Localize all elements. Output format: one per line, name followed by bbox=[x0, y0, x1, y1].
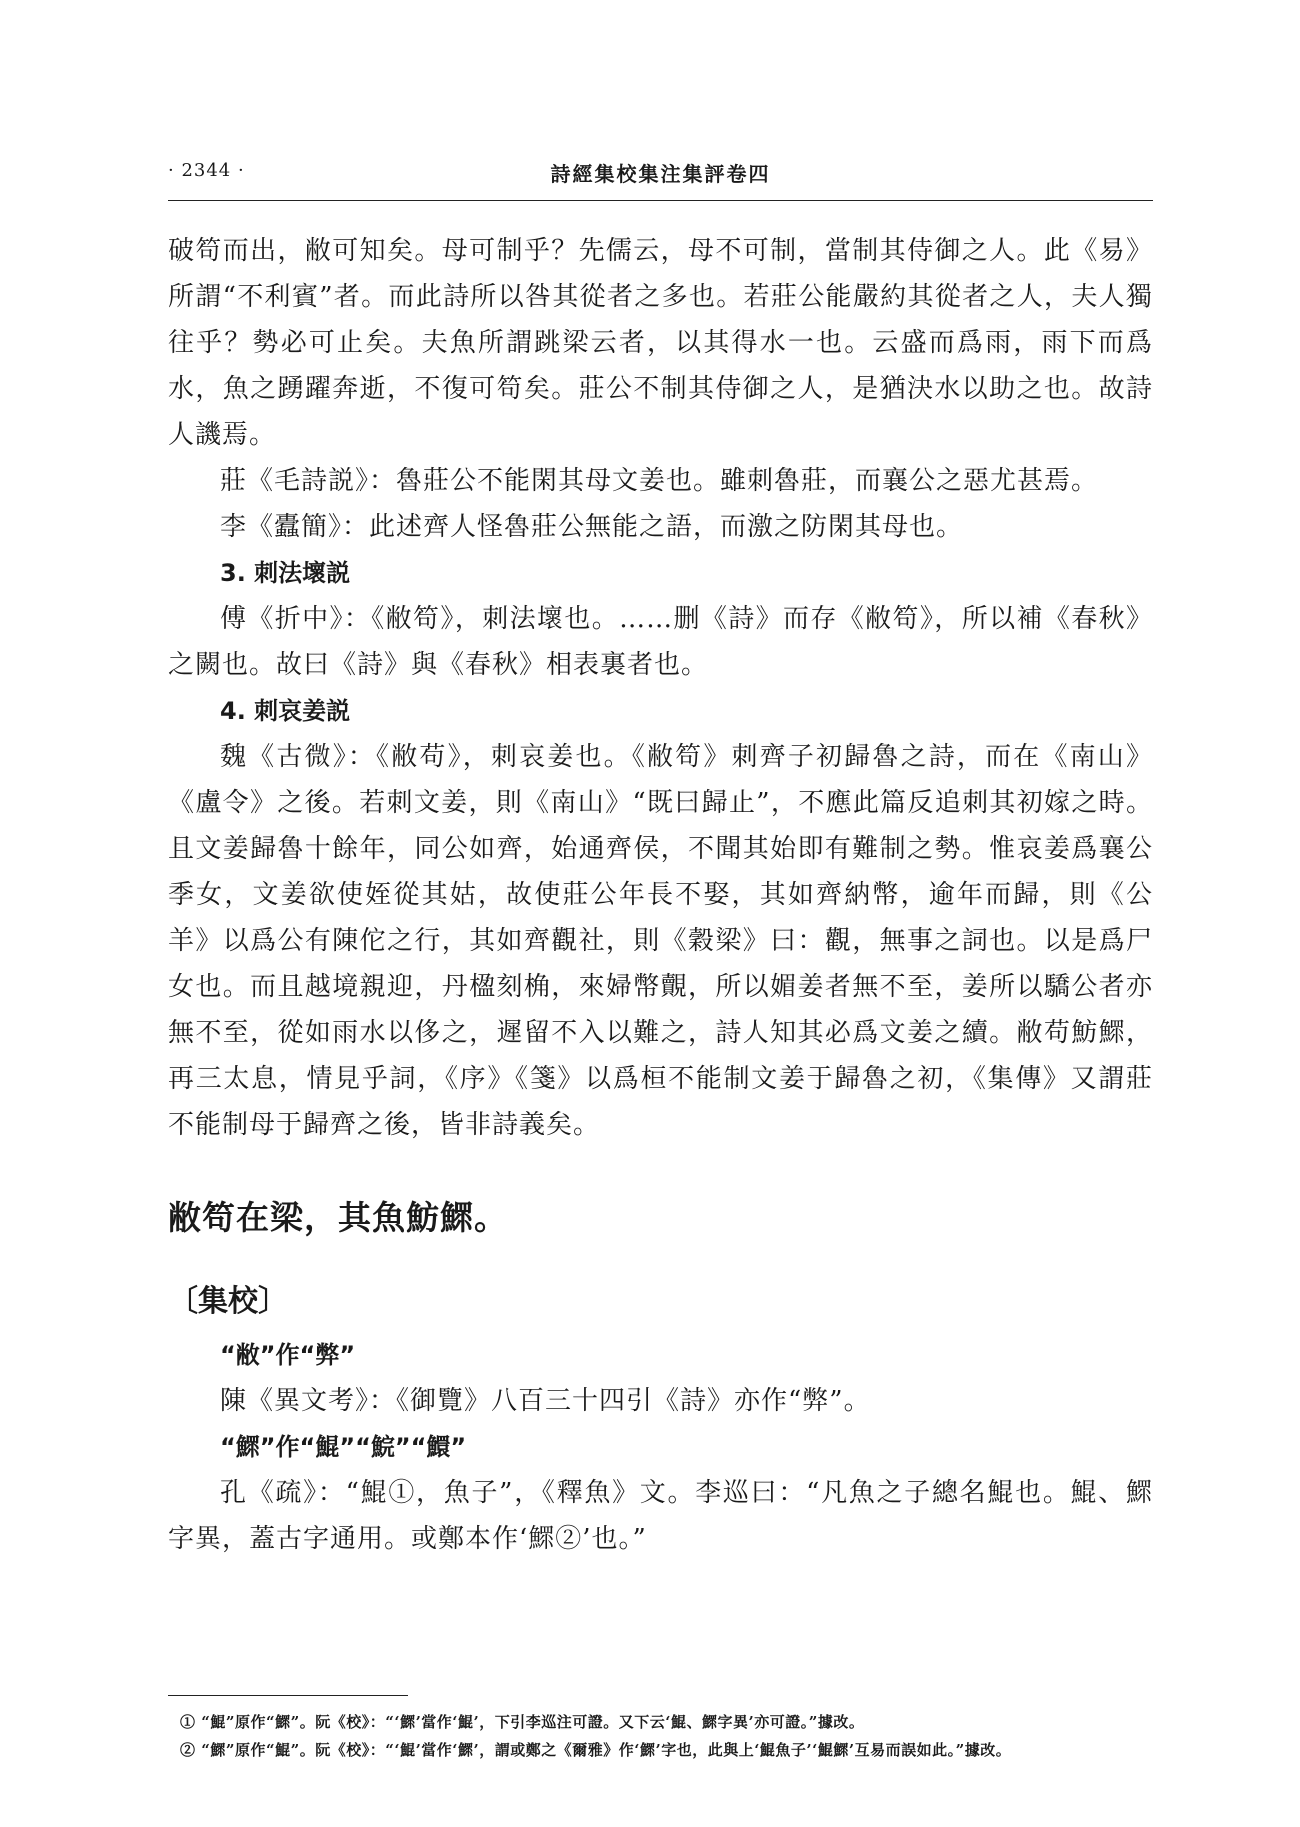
footnote-2: ② “鰥”原作“鯤”。阮《校》：“‘鯤’當作‘鰥’，謂或鄭之《爾雅》作‘鰥’字也，此與上‘鯤魚子’‘鯤鰥’互易而誤如此。”據改。 bbox=[180, 1741, 1012, 1759]
variant-heading-guan: “鰥”作“鯤”“鯇”“鱞” bbox=[220, 1433, 467, 1461]
main-text bbox=[168, 228, 1153, 1562]
footnote-1: ① “鯤”原作“鰥”。阮《校》：“‘鰥’當作‘鯤’，下引李巡注可證。又下云‘鯤、鰥字異’亦可證。”據改。 bbox=[180, 1713, 865, 1731]
paragraph-continued: 破笱而出，敝可知矣。母可制乎？先儒云，母不可制，當制其侍御之人。此《易》所謂“不利賓”者。而此詩所以咎其從者之多也。若莊公能嚴約其從者之人，夫人獨往乎？勢必可止矣。夫魚所謂跳梁云者，以其得水一也。云盛而爲雨，雨下而爲水，魚之踴躍奔逝，不復可笱矣。莊公不制其侍御之人，是猶決水以助之也。故詩人譏焉。 bbox=[168, 236, 1153, 450]
paragraph-chen: 陳《異文考》：《御覽》八百三十四引《詩》亦作“弊”。 bbox=[220, 1386, 871, 1416]
paragraph-wei: 魏《古微》：《敝苟》，刺哀姜也。《敝笱》刺齊子初歸魯之詩，而在《南山》《盧令》之後。若刺文姜，則《南山》“既曰歸止”，不應此篇反追刺其初嫁之時。且文姜歸魯十餘年，同公如齊，始通齊侯，不聞其始即有難制之勢。惟哀姜爲襄公季女，文姜欲使姪從其姑，故使莊公年長不娶，其如齊納幣，逾年而歸，則《公羊》以爲公有陳佗之行，其如齊觀社，則《穀梁》曰：觀，無事之詞也。以是爲尸女也。而且越境親迎，丹楹刻桷，來婦幣覿，所以媚姜者無不至，姜所以驕公者亦無不至，從如雨水以侈之，遲留不入以難之，詩人知其必爲文姜之續。敝苟魴鰥，再三太息，情見乎詞，《序》《箋》以爲桓不能制文姜于歸魯之初，《集傳》又謂莊不能制母于歸齊之後，皆非詩義矣。 bbox=[168, 742, 1153, 1140]
page-header bbox=[168, 158, 1153, 190]
paragraph-zhuang: 莊《毛詩説》：魯莊公不能閑其母文姜也。雖刺魯莊，而襄公之惡尤甚焉。 bbox=[220, 466, 1099, 496]
subheading-3: 3. 刺法壞説 bbox=[220, 559, 351, 587]
verse-line: 敝笱在梁，其魚魴鰥。 bbox=[168, 1198, 508, 1237]
page-number: · 2344 · bbox=[168, 160, 245, 181]
section-heading-jixiao: 〔集校〕 bbox=[168, 1284, 288, 1319]
header-rule bbox=[168, 200, 1153, 201]
footnote-rule bbox=[168, 1695, 408, 1696]
paragraph-kong: 孔《疏》：“鯤①，魚子”，《釋魚》文。李巡曰：“凡魚之子總名鯤也。鯤、鰥字異，蓋古字通用。或鄭本作‘鰥②’也。” bbox=[168, 1478, 1153, 1554]
footnotes bbox=[168, 1708, 1153, 1764]
variant-heading-bi: “敝”作“弊” bbox=[220, 1341, 356, 1369]
running-title: 詩經集校集注集評卷四 bbox=[550, 162, 771, 186]
paragraph-fu: 傅《折中》：《敝笱》，刺法壞也。……删《詩》而存《敝笱》，所以補《春秋》之闕也。故曰《詩》與《春秋》相表裏者也。 bbox=[168, 604, 1153, 680]
paragraph-li: 李《蠹簡》：此述齊人怪魯莊公無能之語，而激之防閑其母也。 bbox=[220, 512, 964, 542]
subheading-4: 4. 刺哀姜説 bbox=[220, 697, 351, 725]
